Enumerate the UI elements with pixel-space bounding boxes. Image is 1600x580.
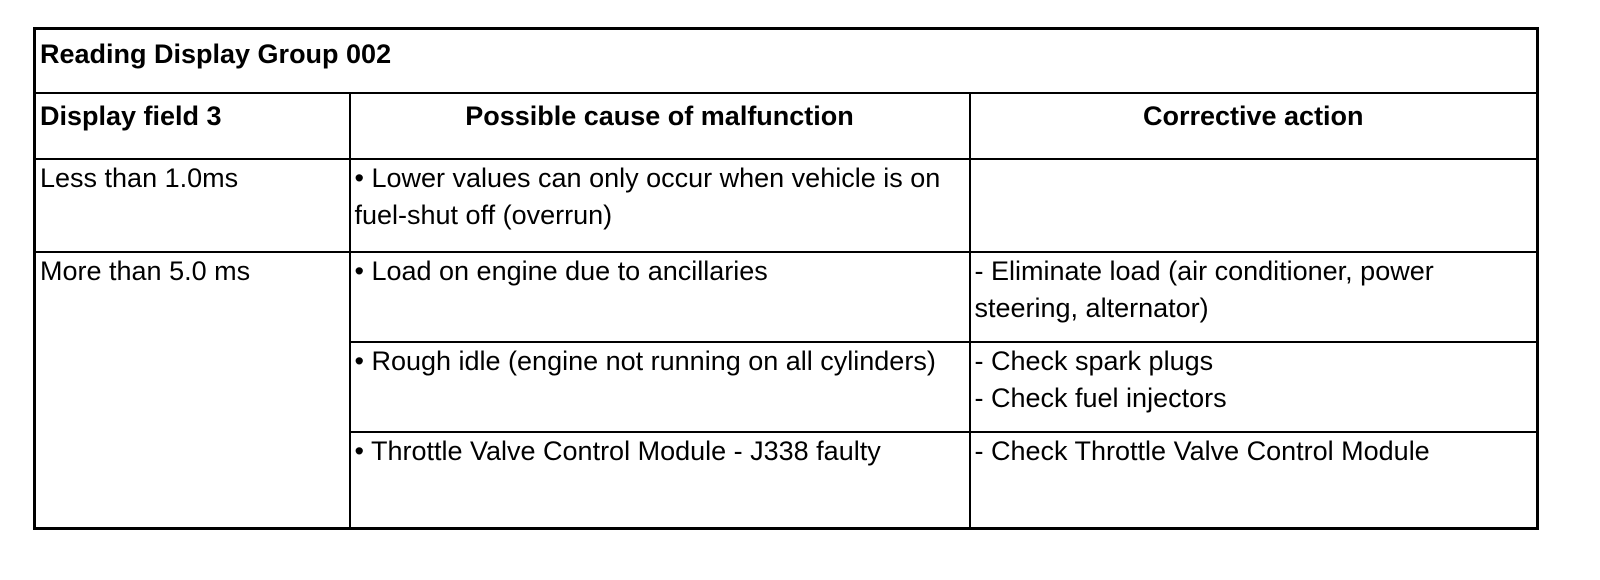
corrective-action-line: - Check fuel injectors xyxy=(974,382,1227,413)
display-field-value: Less than 1.0ms xyxy=(35,159,350,252)
possible-cause: • Load on engine due to ancillaries xyxy=(350,252,970,342)
corrective-action xyxy=(970,159,1538,252)
corrective-action-line: - Check spark plugs xyxy=(974,345,1214,376)
corrective-action xyxy=(970,342,1538,432)
possible-cause: • Throttle Valve Control Module - J338 faulty xyxy=(350,432,970,529)
corrective-action-line: - Check Throttle Valve Control Module xyxy=(974,435,1430,466)
header-possible-cause: Possible cause of malfunction xyxy=(350,93,970,159)
header-display-field: Display field 3 xyxy=(35,93,350,159)
corrective-action-line: - Eliminate load (air conditioner, power steering, alternator) xyxy=(974,255,1434,323)
table-title-row xyxy=(35,29,1538,93)
display-field-value: More than 5.0 ms xyxy=(35,252,350,529)
corrective-action xyxy=(970,252,1538,342)
table-header-row xyxy=(35,93,1538,159)
possible-cause: • Lower values can only occur when vehicle is on fuel-shut off (overrun) xyxy=(350,159,970,252)
diagnostic-table xyxy=(33,27,1539,530)
header-corrective-action: Corrective action xyxy=(970,93,1538,159)
table-title: Reading Display Group 002 xyxy=(35,29,1538,93)
possible-cause: • Rough idle (engine not running on all cylinders) xyxy=(350,342,970,432)
table-row xyxy=(35,159,1538,252)
corrective-action xyxy=(970,432,1538,529)
table-row xyxy=(35,252,1538,342)
